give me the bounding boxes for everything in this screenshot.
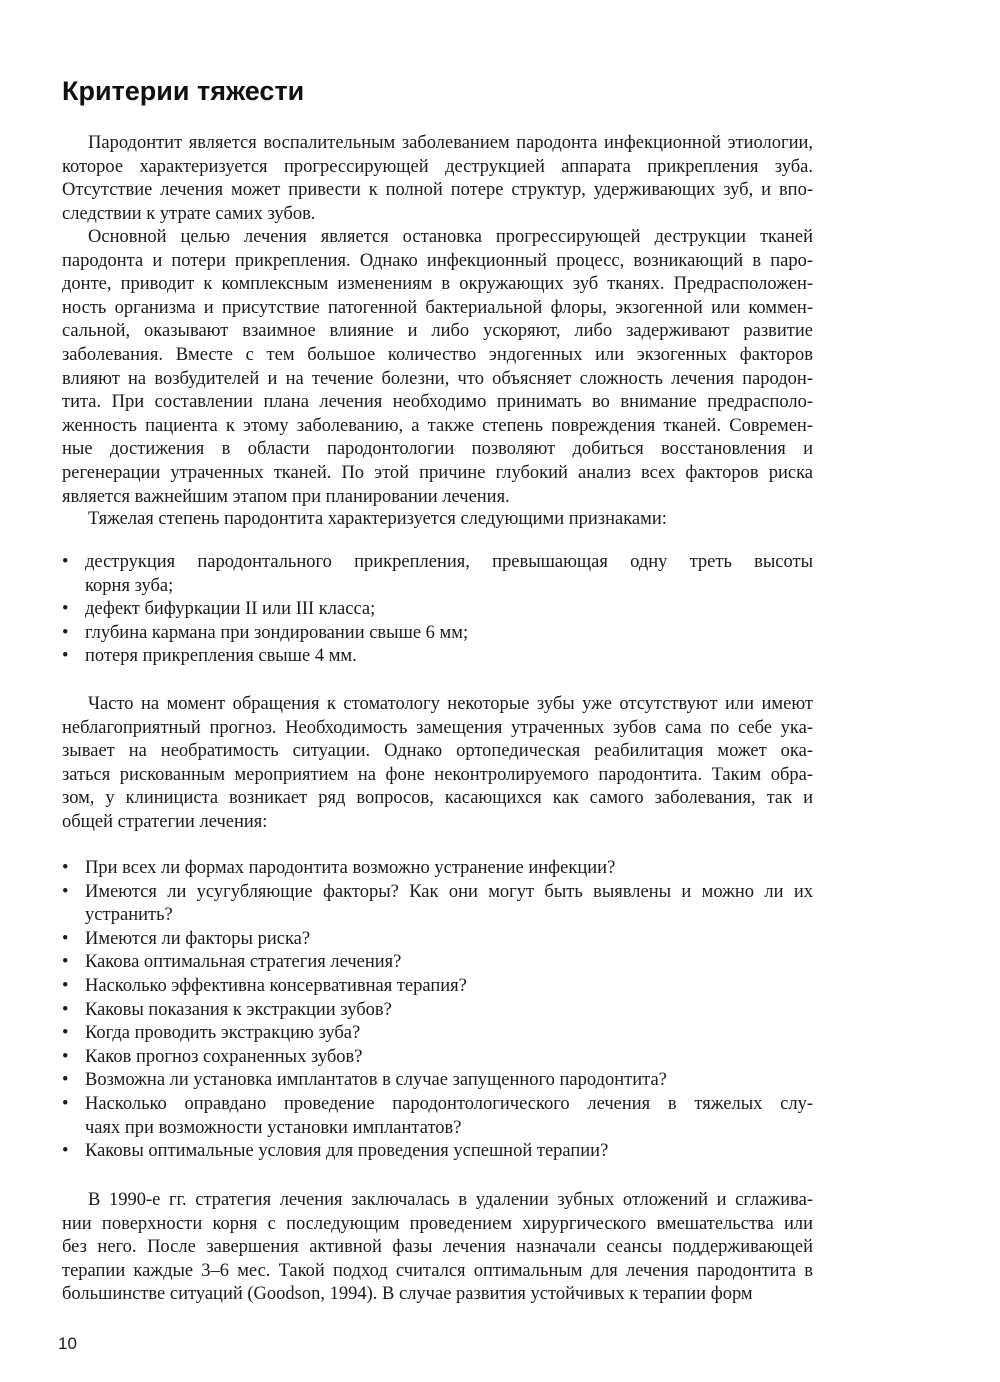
bullet-list-signs — [62, 551, 813, 669]
bullet-list-questions — [62, 857, 813, 1164]
text-line: терапии каждые 3–6 мес. Такой подход считался оптимальным для лечения пародонтита в — [62, 1260, 813, 1281]
text-line: Отсутствие лечения может привести к полной потере структур, удерживающих зуб, и впо- — [62, 180, 813, 201]
text-line: без него. После завершения активной фазы лечения назначали сеансы поддерживающей — [62, 1237, 813, 1258]
list-item — [62, 1069, 813, 1093]
paragraph — [62, 508, 813, 532]
text-line: В 1990-е гг. стратегия лечения заключалась в удалении зубных отложений и сглажива- — [88, 1190, 813, 1210]
text-line: Когда проводить экстракцию зуба? — [85, 1023, 361, 1044]
text-line: большинстве ситуаций (Goodson, 1994). В случае развития устойчивых к терапии форм — [62, 1284, 753, 1305]
bullet-icon: • — [62, 928, 69, 949]
bullet-icon: • — [62, 1141, 69, 1162]
bullet-icon: • — [62, 952, 69, 973]
section-title: Критерии тяжести — [62, 76, 305, 106]
list-item — [62, 622, 813, 646]
text-line: регенерации утраченных тканей. По этой причине глубокий анализ всех факторов риска — [62, 462, 813, 483]
bullet-icon: • — [62, 1093, 69, 1114]
text-line: Насколько эффективна консервативная терапия? — [85, 975, 467, 996]
text-line: Какова оптимальная стратегия лечения? — [85, 952, 402, 973]
text-line: заться рискованным мероприятием на фоне неконтролируемого пародонтита. Таким обра- — [62, 764, 813, 785]
list-item — [62, 881, 813, 928]
text-line: корня зуба; — [85, 575, 174, 596]
bullet-icon: • — [62, 552, 69, 572]
text-line: дефект бифуркации II или III класса; — [85, 599, 376, 620]
bullet-icon: • — [62, 1023, 69, 1044]
bullet-icon: • — [62, 999, 69, 1020]
text-line: ные достижения в области пародонтологии позволяют добиться восстановления и — [62, 439, 813, 460]
list-item — [62, 928, 813, 952]
page-number: 10 — [58, 1334, 77, 1353]
list-item — [62, 1093, 813, 1140]
text-line: Каковы оптимальные условия для проведения успешной терапии? — [85, 1141, 609, 1162]
text-line: зывает на необратимость ситуации. Однако ортопедическая реабилитация может ока- — [62, 741, 813, 762]
text-line: ность организма и присутствие патогенной бактериальной флоры, экзогенной или коммен- — [62, 297, 813, 318]
text-line: При всех ли формах пародонтита возможно устранение инфекции? — [85, 858, 616, 878]
text-line: потеря прикрепления свыше 4 мм. — [85, 646, 357, 667]
bullet-icon: • — [62, 975, 69, 996]
list-item — [62, 1140, 813, 1164]
text-line: является важнейшим этапом при планировании лечения. — [62, 486, 510, 507]
text-line: Пародонтит является воспалительным заболеванием пародонта инфекционной этиологии, — [88, 133, 813, 153]
text-line: нии поверхности корня с последующим проведением хирургического вмешательства или — [62, 1213, 813, 1234]
text-line: зом, у клинициста возникает ряд вопросов, касающихся как самого заболевания, так и — [62, 788, 813, 809]
list-item — [62, 1046, 813, 1070]
text-line: Каков прогноз сохраненных зубов? — [85, 1046, 363, 1067]
list-item — [62, 857, 813, 881]
list-item — [62, 975, 813, 999]
text-line: влияют на возбудителей и на течение болезни, что объясняет сложность лечения пародон- — [62, 368, 813, 389]
text-line: следствии к утрате самих зубов. — [62, 203, 316, 224]
bullet-icon: • — [62, 622, 69, 643]
bullet-icon: • — [62, 1070, 69, 1091]
bullet-icon: • — [62, 599, 69, 620]
text-line: Возможна ли установка имплантатов в случае запущенного пародонтита? — [85, 1070, 667, 1091]
list-item — [62, 951, 813, 975]
text-line: женность пациента к этому заболеванию, а также степень повреждения тканей. Современ- — [62, 415, 813, 436]
paragraph — [62, 1189, 813, 1307]
text-line: Насколько оправдано проведение пародонтологического лечения в тяжелых слу- — [85, 1093, 813, 1114]
text-line: глубина кармана при зондировании свыше 6 мм; — [85, 622, 469, 643]
text-line: чаях при возможности установки имплантатов? — [85, 1117, 462, 1138]
bullet-icon: • — [62, 858, 69, 878]
text-line: общей стратегии лечения: — [62, 811, 268, 832]
text-line: Часто на момент обращения к стоматологу некоторые зубы уже отсутствуют или имеют — [88, 694, 813, 714]
text-line: тита. При составлении плана лечения необходимо принимать во внимание предрасполо- — [62, 392, 813, 413]
list-item — [62, 999, 813, 1023]
bullet-icon: • — [62, 1046, 69, 1067]
text-line: донте, приводит к комплексным изменениям в окружающих зуб тканях. Предрасположен- — [62, 274, 813, 295]
text-line: Каковы показания к экстракции зубов? — [85, 999, 392, 1020]
list-item — [62, 598, 813, 622]
text-line: устранить? — [85, 905, 173, 926]
list-item — [62, 1022, 813, 1046]
paragraph — [62, 693, 813, 835]
bullet-icon: • — [62, 881, 69, 902]
paragraph — [62, 132, 813, 226]
text-line: Тяжелая степень пародонтита характеризуется следующими признаками: — [88, 509, 667, 529]
list-item — [62, 645, 813, 669]
text-line: Имеются ли факторы риска? — [85, 928, 311, 949]
text-line: пародонта и потери прикрепления. Однако инфекционный процесс, возникающий в паро- — [62, 250, 813, 271]
text-line: сальной, оказывают взаимное влияние и либо ускоряют, либо задерживают развитие — [62, 321, 813, 342]
text-line: заболевания. Вместе с тем большое количество эндогенных или экзогенных факторов — [62, 344, 813, 365]
text-line: неблагоприятный прогноз. Необходимость замещения утраченных зубов сама по себе ука- — [62, 717, 813, 738]
text-line: деструкция пародонтального прикрепления, превышающая одну треть высоты — [85, 552, 813, 572]
list-item — [62, 551, 813, 598]
text-line: которое характеризуется прогрессирующей деструкцией аппарата прикрепления зуба. — [62, 156, 813, 177]
paragraph — [62, 226, 813, 509]
text-line: Имеются ли усугубляющие факторы? Как они могут быть выявлены и можно ли их — [85, 881, 813, 902]
text-line: Основной целью лечения является остановка прогрессирующей деструкции тканей — [88, 227, 813, 247]
bullet-icon: • — [62, 646, 69, 667]
